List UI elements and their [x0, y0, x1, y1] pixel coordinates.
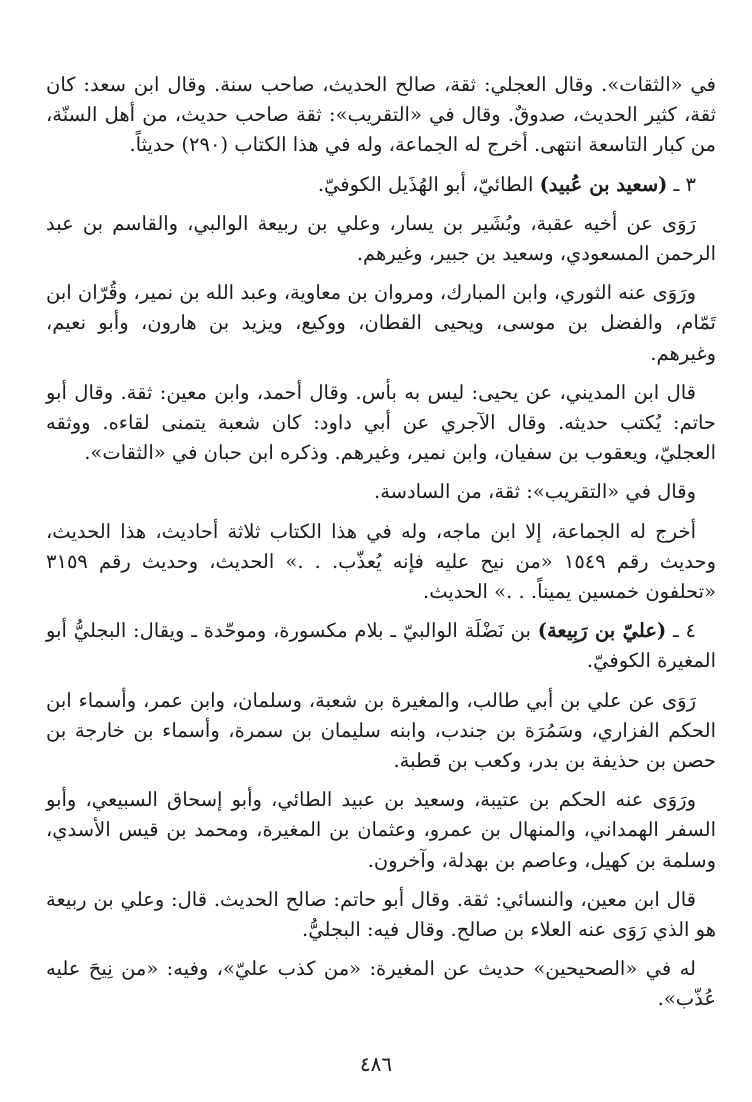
paragraph-narrated-from: رَوَى عن علي بن أبي طالب، والمغيرة بن شعبة، وسلمان، وابن عمر، وأسماء ابن الحكم الفزاري، وسَمُرَة بن جندب، وابنه سليمان بن سمرة، وأسماء بن خارجة بن حصن بن حذيفة بن بدر، وكعب بن قطبة.: [46, 688, 716, 773]
narrator-entry-heading-4: [46, 616, 716, 676]
narrator-description: الطائيّ، أبو الهُذَيل الكوفيّ.: [317, 172, 540, 196]
paragraph-hadith-refs: أخرج له الجماعة، إلا ابن ماجه، وله في هذا الكتاب ثلاثة أحاديث، هذا الحديث، وحديث رقم ١٥٤٩ «من نيح عليه فإنه يُعذّب. . .» الحديث، وحديث رقم ٣١٥٩ «تحلفون خمسين يميناً. . .» الحديث.: [46, 519, 716, 604]
narrator-name: (عليّ بن رَبِيعة): [537, 619, 667, 643]
paragraph-taqrib: وقال في «التقريب»: ثقة، من السادسة.: [374, 480, 696, 504]
paragraph-assessments: قال ابن معين، والنسائي: ثقة. وقال أبو حاتم: صالح الحديث. قال: وعلي بن ربيعة هو الذي رَوَى عنه العلاء بن صالح. وقال فيه: البجليُّ.: [46, 887, 716, 942]
narrator-name: (سعيد بن عُبيد): [539, 172, 668, 196]
paragraph-narrated-by: ورَوَى عنه الحكم بن عتيبة، وسعيد بن عبيد الطائي، وأبو إسحاق السبيعي، وأبو السفر الهمداني، والمنهال بن عمرو، وعثمان بن المغيرة، ومحمد بن قيس الأسدي، وسلمة بن كهيل، وعاصم بن بهدلة، وآخرون.: [46, 788, 716, 872]
paragraph-narrated-by: ورَوَى عنه الثوري، وابن المبارك، ومروان بن معاوية، وعبد الله بن نمير، وقُرّان ابن تَمّام، والفضل بن موسى، ويحيى القطان، ووكيع، ويزيد بن هارون، وأبو نعيم، وغيرهم.: [46, 281, 716, 365]
narrator-description: بن نَضْلَة الوالبيّ ـ بلام مكسورة، وموحّدة ـ ويقال: البجليُّ أبو المغيرة الكوفيّ.: [46, 619, 716, 673]
book-page-text: [46, 70, 716, 1024]
paragraph-sahihain: له في «الصحيحين» حديث عن المغيرة: «من كذب عليّ»، وفيه: «من نِيحَ عليه عُذّب».: [46, 957, 716, 1011]
narrator-entry-heading-3: [46, 170, 716, 200]
paragraph-assessments: قال ابن المديني، عن يحيى: ليس به بأس. وقال أحمد، وابن معين: ثقة. وقال أبو حاتم: يُكتب حديثه. وقال الآجري عن أبي داود: كان شعبة يتمنى لقاءه. ووثقه العجليّ، ويعقوب بن سفيان، وابن نمير، وغيرهم. وذكره ابن حبان في «الثقات».: [46, 380, 716, 465]
paragraph-narrated-from: رَوَى عن أخيه عقبة، وبُشَير بن يسار، وعلي بن ربيعة الوالبي، والقاسم بن عبد الرحمن المسعودي، وسعيد بن جبير، وغيرهم.: [46, 211, 716, 266]
page-number: ٤٨٦: [359, 1052, 393, 1076]
entry-number: ٣ ـ: [673, 172, 696, 196]
paragraph-continuation: في «الثقات». وقال العجلي: ثقة، صالح الحديث، صاحب سنة. وقال ابن سعد: كان ثقة، كثير الحديث، صدوقٌ. وقال في «التقريب»: ثقة صاحب حديث، من أهل السنّة، من كبار التاسعة انتهى. أخرج له الجماعة، وله في هذا الكتاب (٢٩٠) حديثاً.: [46, 73, 716, 157]
entry-number: ٤ ـ: [673, 619, 696, 643]
